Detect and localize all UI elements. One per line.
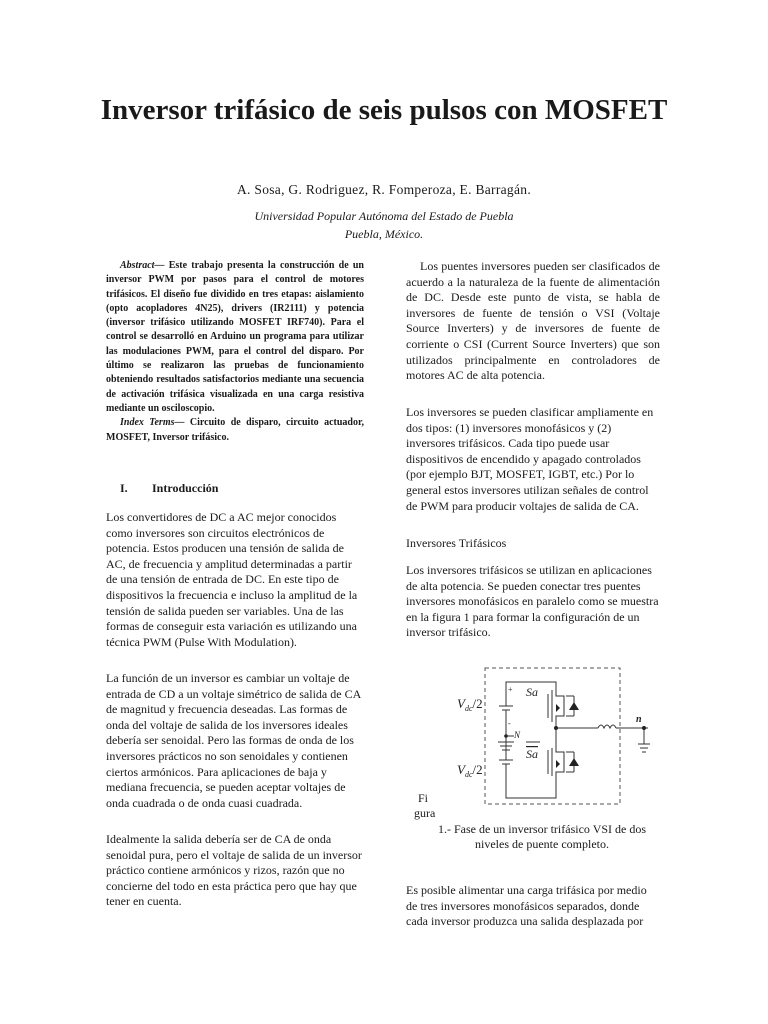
figure-label-part1: Fi bbox=[418, 791, 429, 805]
inverter-circuit-diagram bbox=[448, 664, 658, 806]
index-terms-text: Circuito de disparo, circuito actuador, MOSFET, Inversor trifásico. bbox=[106, 417, 364, 443]
index-terms-label: Index Terms— bbox=[120, 417, 185, 429]
figure-caption-line1: 1.- Fase de un inversor trifásico VSI de dos bbox=[437, 822, 647, 836]
intro-paragraph-1: Los convertidores de DC a AC mejor conocidos como inversores son circuitos electrónicos de potencia. Estos producen una tensión de salida de AC, de frecuencia y amplitud determinadas a partir de una tensión de entrada de DC. En este tipo de dispositivos la frecuencia e incluso la amplitud de la tensión de salida pueden ser variables. Una de las formas de conseguir esta variación es utilizando una técnica PWM (Pulse With Modulation). bbox=[106, 510, 358, 649]
affiliation-university: Universidad Popular Autónoma del Estado de Puebla bbox=[254, 209, 514, 223]
switch-sa-label: Sa bbox=[526, 685, 538, 699]
abstract-block bbox=[106, 259, 364, 445]
figure-label bbox=[414, 791, 436, 821]
affiliation-location: Puebla, México. bbox=[344, 227, 424, 241]
intro-paragraph-2: La función de un inversor es cambiar un voltaje de entrada de CD a un voltaje simétrico de salida de CA de magnitud y frecuencia deseadas. Las formas de onda del voltaje de salida de los inversores ideales debería ser senoidal. Pero las formas de onda de los inversores prácticos no son senoidales y contienen ciertos armónicos. Para aplicaciones de baja y mediana frecuencia, se pueden aceptar voltajes de onda cuadrada o de onda cuasi cuadrada. bbox=[106, 671, 361, 810]
abstract bbox=[106, 259, 364, 416]
figure-caption bbox=[424, 822, 660, 852]
figure-label-part2: gura bbox=[414, 806, 436, 820]
index-terms bbox=[106, 416, 364, 445]
switch-sa-bar-label: Sa bbox=[526, 747, 538, 761]
midpoint-n-label: N bbox=[514, 730, 521, 740]
minus-sign: - bbox=[508, 719, 511, 728]
vdc-label-top: $V_{dc}/2$ bbox=[457, 696, 483, 713]
plus-sign: + bbox=[508, 685, 513, 694]
subheading-three-phase: Inversores Trifásicos bbox=[406, 536, 507, 550]
output-n-label: n bbox=[636, 714, 642, 725]
author-list: A. Sosa, G. Rodriguez, R. Fomperoza, E. Barragán. bbox=[236, 182, 531, 197]
abstract-text: Este trabajo presenta la construcción de un inversor PWM por pasos para el control de motores trifásicos. El diseño fue dividido en tres etapas: aislamiento (opto acopladores 4N25), drivers (IR2111) y potencia (inversor trifásico utilizando MOSFET IRF740). Para el control se desarrolló en Arduino un programa para utilizar las modulaciones PWM, para el control del disparo. Por último se realizaron las pruebas de funcionamiento obteniendo resultados satisfactorios mediante una secuencia de activación trifásica visualizada en una carga resistiva mediante un osciloscopio. bbox=[106, 260, 364, 414]
three-phase-paragraph: Los inversores trifásicos se utilizan en aplicaciones de alta potencia. Se pueden conectar tres puentes inversores monofásicos en paralelo como se muestra en la figura 1 para formar la configuración de un inversor trifásico. bbox=[406, 563, 659, 640]
paper-title: Inversor trifásico de seis pulsos con MOSFET bbox=[100, 94, 668, 126]
section-heading-intro bbox=[106, 481, 364, 496]
section-title: Introducción bbox=[152, 481, 219, 495]
figure-caption-line2: niveles de puente completo. bbox=[475, 837, 609, 851]
figure-1-circuit bbox=[448, 664, 658, 806]
three-inverters-paragraph: Es posible alimentar una carga trifásica por medio de tres inversores monofásicos separados, donde cada inversor produzca una salida desplazada por bbox=[406, 883, 647, 929]
vsi-csi-paragraph: Los puentes inversores pueden ser clasificados de acuerdo a la naturaleza de la fuente de alimentación de DC. Desde este punto de vista, se habla de inversores de fuente de tensión o VSI (Voltaje Source Inverters) y de inversores de fuente de corriente o CSI (Current Source Inverters) que son utilizados principalmente en controladores de motores AC de alta potencia. bbox=[406, 259, 660, 383]
affiliation bbox=[150, 207, 618, 243]
inverter-types-paragraph: Los inversores se pueden clasificar ampliamente en dos tipos: (1) inversores monofásicos y (2) inversores trifásicos. Cada tipo puede usar dispositivos de encendido y apagado controlados (por ejemplo BJT, MOSFET, IGBT, etc.) Por lo general estos inversores utilizan señales de control de PWM para producir voltajes de salida de CA. bbox=[406, 405, 654, 513]
vdc-label-bottom: $V_{dc}/2$ bbox=[457, 762, 483, 779]
section-number: I. bbox=[120, 481, 128, 495]
abstract-label: Abstract— bbox=[120, 260, 165, 271]
intro-paragraph-3: Idealmente la salida debería ser de CA de onda senoidal pura, pero el voltaje de salida de un inversor práctico contiene armónicos y rizos, razón que no concierne del todo en esta práctica pero que hay que tener en cuenta. bbox=[106, 832, 362, 909]
